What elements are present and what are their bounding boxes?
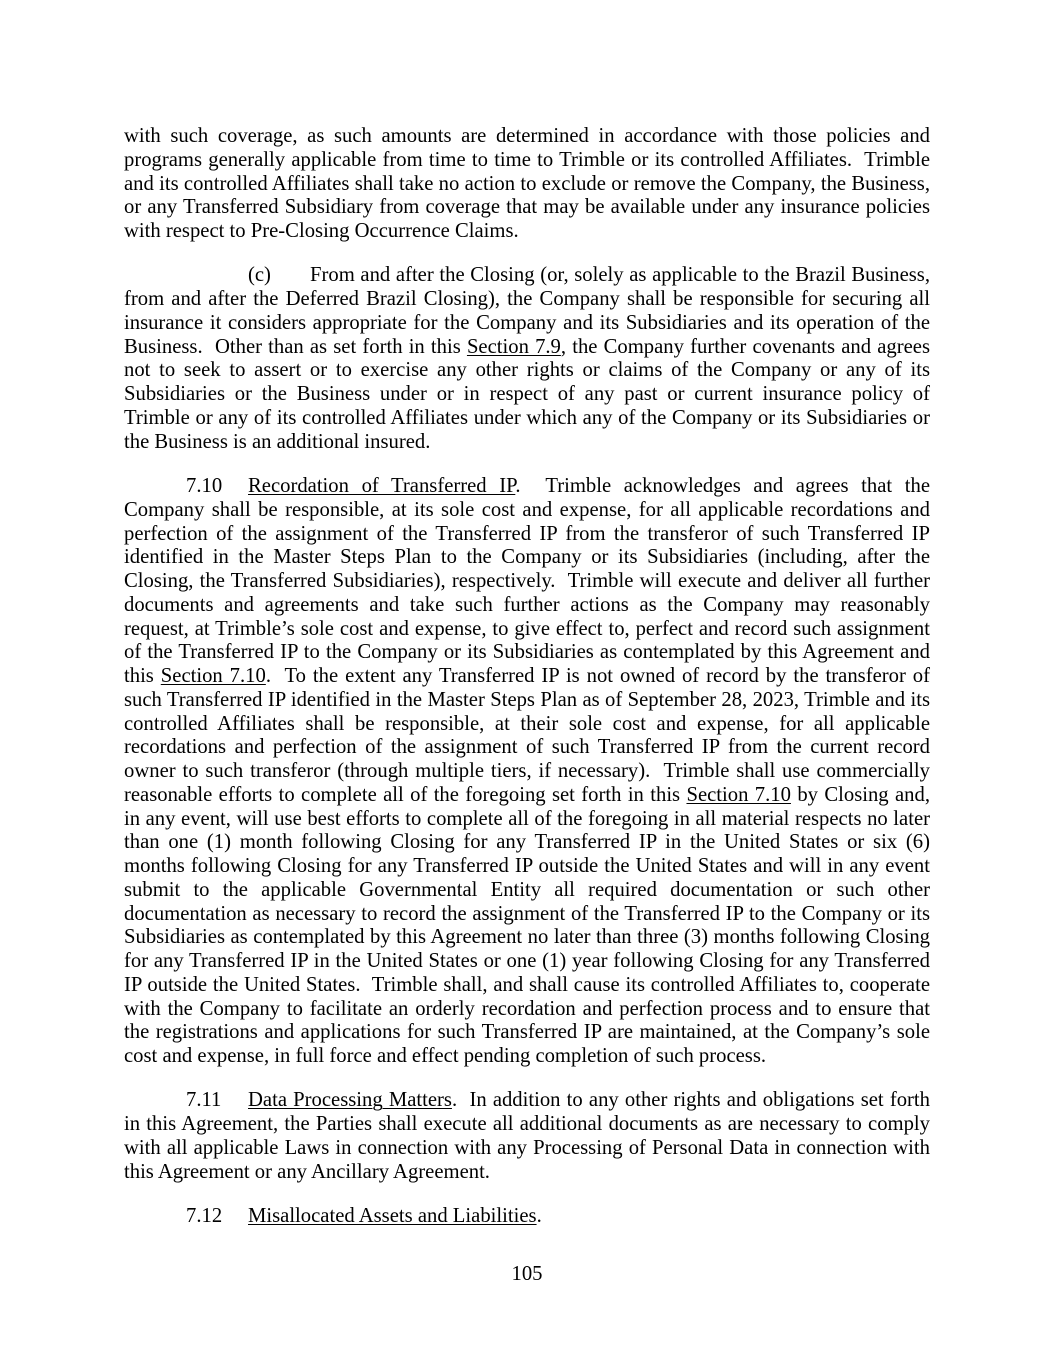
section-7-12-text: . (536, 1205, 542, 1228)
section-number: 7.12 (186, 1205, 223, 1228)
section-7-9-reference: Section 7.9 (466, 335, 561, 358)
subsection-c-text-1: From and after the Closing (or, solely as applicable to the Brazil Business, from and after the Deferred Brazil Closing), the Company shall be responsible for securing all insurance it considers appropriate for the Company and its Subsidiaries and its operation of the Business. Other than as set forth in this (124, 264, 936, 358)
section-7-10-text-3: by Closing and, in any event, will use best efforts to complete all of the foregoing in all material respects no later than one (1) month following Closing for any Transferred IP in the United States or six (6) months following Closing for any Transferred IP outside the United States and will in any event submit to the applicable Governmental Entity all required documentation or such other documentation as necessary to record the assignment of the Transferred IP to the Company or its Subsidiaries as contemplated by this Agreement no later than three (3) months following Closing for any Transferred IP in the United States or one (1) year following Closing for any Transferred IP outside the United States. Trimble shall, and shall cause its controlled Affiliates to, cooperate with the Company to facilitate an orderly recordation and perfection process and to ensure that the registrations and applications for such Transferred IP are maintained, at the Company’s sole cost and expense, in full force and effect pending completion of such process. (124, 783, 936, 1068)
section-number: 7.10 (186, 475, 223, 498)
section-heading: Misallocated Assets and Liabilities (248, 1205, 537, 1228)
section-7-11-text: . In addition to any other rights and obligations set forth in this Agreement, the Parties shall execute all additional documents as are necessary to comply with all applicable Laws in connection with any Processing of Personal Data in connection with this Agreement or any Ancillary Agreement. (124, 1089, 936, 1183)
section-7-11 (124, 1089, 936, 1184)
section-heading: Data Processing Matters (248, 1089, 452, 1112)
section-7-12 (124, 1205, 930, 1229)
insurance-subsection-c (124, 264, 936, 454)
section-number: 7.11 (186, 1089, 222, 1112)
section-7-10-reference: Section 7.10 (160, 665, 266, 688)
page-number: 105 (511, 1262, 543, 1285)
coverage-paragraph (124, 125, 936, 244)
section-7-10-text-1: . Trimble acknowledges and agrees that the Company shall be responsible, at its sole cost and expense, for all applicable recordations and perfection of the assignment of the Transferred IP from the transferor of such Transferred IP identified in the Master Steps Plan to the Company or its Subsidiaries (including, after the Closing, the Transferred Subsidiaries), respectively. Trimble will execute and deliver all further documents and agreements and take such further actions as the Company may reasonably request, at Trimble’s sole cost and expense, to give effect to, perfect and record such assignment of the Transferred IP to the Company or its Subsidiaries as contemplated by this Agreement and this (124, 475, 936, 688)
section-7-10-text-2: . To the extent any Transferred IP is not owned of record by the transferor of such Transferred IP identified in the Master Steps Plan as of September 28, 2023, Trimble and its controlled Affiliates shall be responsible, at their sole cost and expense, for all applicable recordations and perfection of the assignment of such Transferred IP from the current record owner to such transferor (through multiple tiers, if necessary). Trimble shall use commercially reasonable efforts to complete all of the foregoing set forth in this (124, 665, 936, 806)
section-7-10-reference: Section 7.10 (686, 783, 791, 806)
section-heading: Recordation of Transferred IP (248, 475, 516, 498)
section-7-10 (124, 475, 936, 1069)
subsection-c-text-2: , the Company further covenants and agrees not to seek to assert or to exercise any other rights or claims of the Company or any of its Subsidiaries or the Business under or in respect of any past or current insurance policy of Trimble or any of its controlled Affiliates under which any of the Company or its Subsidiaries or the Business is an additional insured. (124, 335, 936, 453)
coverage-text: with such coverage, as such amounts are determined in accordance with those policies and programs generally applicable from time to time to Trimble or its controlled Affiliates. Trimble and its controlled Affiliates shall take no action to exclude or remove the Company, the Business, or any Transferred Subsidiary from coverage that may be available under any insurance policies with respect to Pre-Closing Occurrence Claims. (124, 125, 936, 242)
subsection-label: (c) (248, 264, 271, 287)
